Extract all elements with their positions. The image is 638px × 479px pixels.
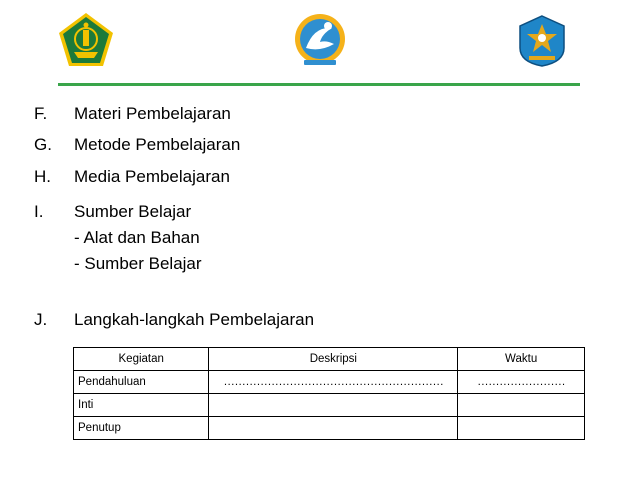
kurikulum-2013-logo-icon: [292, 12, 348, 70]
section-letter: I.: [34, 202, 44, 221]
table-row: [74, 371, 585, 394]
cell-kegiatan: Inti: [74, 394, 209, 417]
table-row: [74, 394, 585, 417]
learning-steps-table: [73, 347, 585, 440]
tut-wuri-handayani-logo-icon: [517, 14, 567, 68]
cell-deskripsi: [209, 394, 458, 417]
section-title: Media Pembelajaran: [74, 167, 230, 186]
section-title: Langkah-langkah Pembelajaran: [74, 310, 315, 329]
header-deskripsi: Deskripsi: [209, 348, 458, 371]
kementerian-agama-logo-icon: [58, 12, 114, 68]
section-letter: F.: [34, 104, 48, 123]
sub-item-alat-bahan: - Alat dan Bahan: [74, 228, 200, 247]
cell-waktu: [458, 417, 585, 440]
section-title: Metode Pembelajaran: [74, 135, 241, 154]
cell-deskripsi: ……………………………………………………: [209, 371, 458, 394]
table-header-row: [74, 348, 585, 371]
section-title: Sumber Belajar: [74, 202, 192, 221]
header-kegiatan: Kegiatan: [74, 348, 209, 371]
cell-deskripsi: [209, 417, 458, 440]
cell-kegiatan: Penutup: [74, 417, 209, 440]
section-letter: J.: [34, 310, 48, 329]
sub-item-sumber-belajar: - Sumber Belajar: [74, 254, 202, 273]
header-waktu: Waktu: [458, 348, 585, 371]
cell-kegiatan: Pendahuluan: [74, 371, 209, 394]
cell-waktu: ……………………: [458, 371, 585, 394]
section-title: Materi Pembelajaran: [74, 104, 231, 123]
header-divider-rule: [58, 83, 580, 86]
section-letter: G.: [34, 135, 52, 154]
section-letter: H.: [34, 167, 51, 186]
table-row: [74, 417, 585, 440]
cell-waktu: [458, 394, 585, 417]
